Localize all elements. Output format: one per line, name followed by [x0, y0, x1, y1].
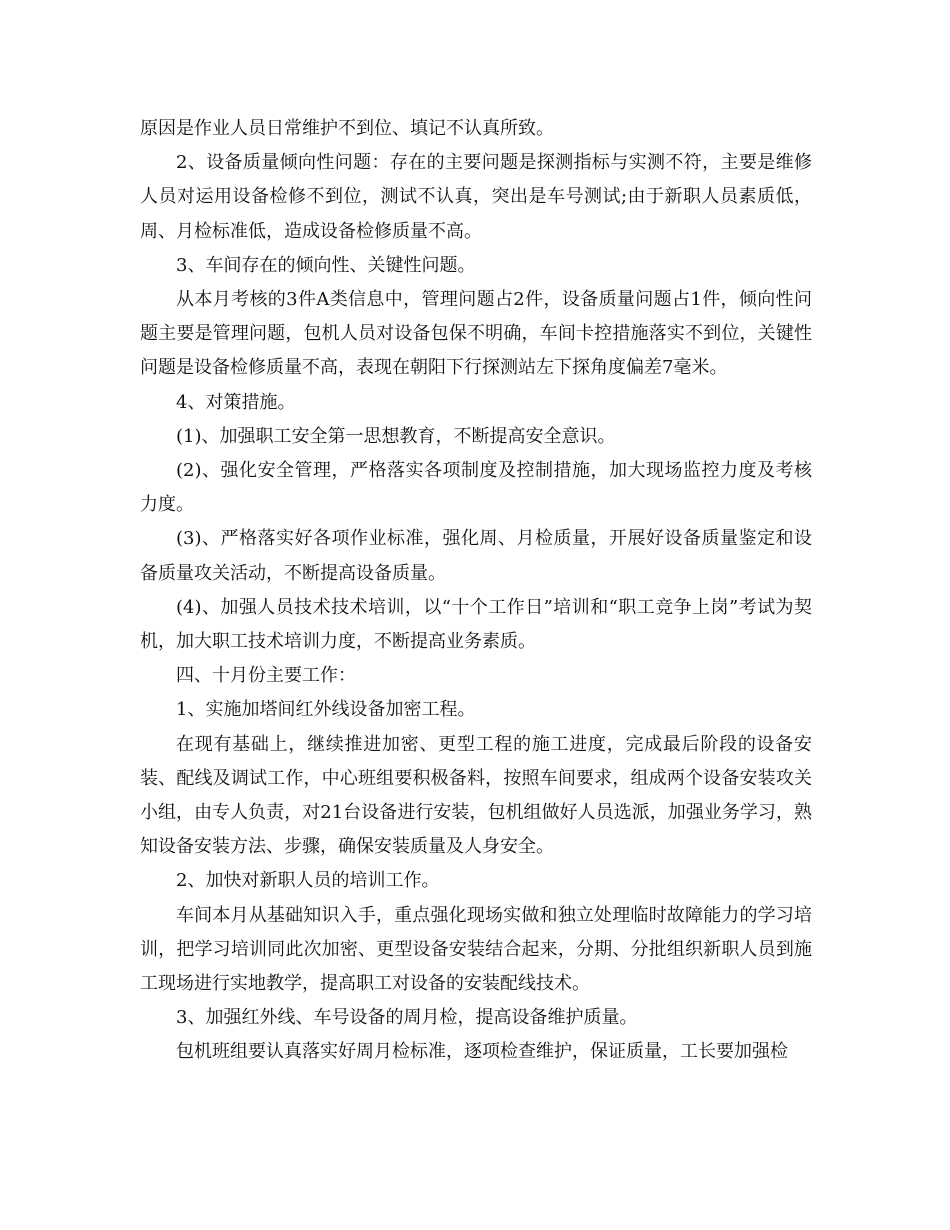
paragraph-measure-3: (3)、严格落实好各项作业标准，强化周、月检质量，开展好设备质量鉴定和设备质量攻关活动，不断提高设备质量。: [140, 528, 812, 584]
paragraph-continuation: 原因是作业人员日常维护不到位、填记不认真所致。: [140, 118, 554, 139]
paragraph-work-2-body: 车间本月从基础知识入手，重点强化现场实做和独立处理临时故障能力的学习培训，把学习培训同此次加密、更型设备安装结合起来，分期、分批组织新职人员到施工现场进行实地教学，提高职工对设备的安装配线技术。: [140, 904, 812, 995]
paragraph-work-2-heading: 2、加快对新职人员的培训工作。: [176, 870, 440, 892]
paragraph-work-1-heading: 1、实施加塔间红外线设备加密工程。: [176, 699, 476, 721]
paragraph-measure-2: (2)、强化安全管理，严格落实各项制度及控制措施，加大现场监控力度及考核力度。: [140, 460, 812, 516]
paragraph-measure-4: (4)、加强人员技术技术培训，以“十个工作日”培训和“职工竞争上岗”考试为契机，加大职工技术培训力度，不断提高业务素质。: [140, 596, 812, 653]
paragraph-item-2: 2、设备质量倾向性问题：存在的主要问题是探测指标与实测不符，主要是维修人员对运用设备检修不到位，测试不认真，突出是车号测试;由于新职人员素质低，周、月检标准低，造成设备检修质量不高。: [140, 152, 812, 242]
paragraph-work-3-heading: 3、加强红外线、车号设备的周月检，提高设备维护质量。: [176, 1007, 638, 1029]
paragraph-item-4: 4、对策措施。: [176, 391, 296, 413]
paragraph-assessment: 从本月考核的3件A类信息中，管理问题占2件，设备质量问题占1件，倾向性问题主要是管理问题，包机人员对设备包保不明确，车间卡控措施落实不到位，关键性问题是设备检修质量不高，表现在朝阳下行探测站左下探角度偏差7毫米。: [140, 289, 812, 379]
document-body: [140, 112, 812, 1070]
section-heading-october-work: 四、十月份主要工作：: [176, 665, 356, 687]
paragraph-item-3: 3、车间存在的倾向性、关键性问题。: [176, 254, 476, 276]
paragraph-work-1-body: 在现有基础上，继续推进加密、更型工程的施工进度，完成最后阶段的设备安装、配线及调试工作，中心班组要积极备料，按照车间要求，组成两个设备安装攻关小组，由专人负责，对21台设备进行安装，包机组做好人员选派，加强业务学习，熟知设备安装方法、步骤，确保安装质量及人身安全。: [140, 733, 812, 858]
paragraph-measure-1: (1)、加强职工安全第一思想教育，不断提高安全意识。: [176, 425, 616, 447]
paragraph-work-3-body: 包机班组要认真落实好周月检标准，逐项检查维护，保证质量，工长要加强检: [176, 1041, 788, 1063]
